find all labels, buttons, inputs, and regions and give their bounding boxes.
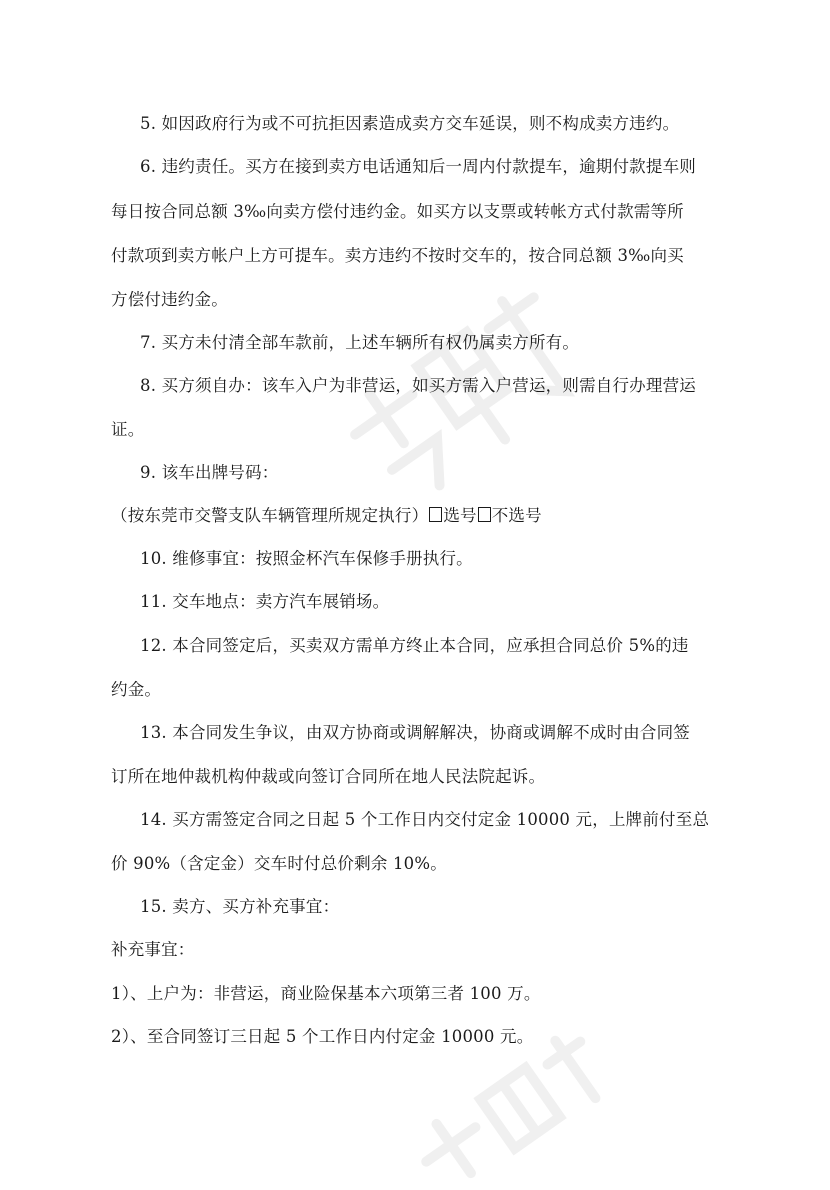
clause-6: 6. 违约责任。买方在接到卖方电话通知后一周内付款提车，逾期付款提车则	[140, 157, 696, 176]
clause-14-cont: 价 90%（含定金）交车时付总价剩余 10%。	[111, 854, 447, 873]
clause-7: 7. 买方未付清全部车款前，上述车辆所有权仍属卖方所有。	[140, 333, 580, 352]
clause-8: 8. 买方须自办：该车入户为非营运，如买方需入户营运，则需自行办理营运	[140, 376, 696, 395]
clause-5: 5. 如因政府行为或不可抗拒因素造成卖方交车延误，则不构成卖方违约。	[140, 114, 680, 133]
watermark-stamp-icon	[380, 1030, 620, 1190]
clause-14: 14. 买方需签定合同之日起 5 个工作日内交付定金 10000 元，上牌前付至总	[140, 810, 710, 829]
clause-13-cont: 订所在地仲裁机构仲裁或向签订合同所在地人民法院起诉。	[111, 767, 546, 786]
clause-8-cont: 证。	[111, 420, 145, 439]
clause-9: 9. 该车出牌号码：	[140, 463, 279, 482]
supplement-item-1: 1）、上户为：非营运，商业险保基本六项第三者 100 万。	[111, 984, 541, 1003]
select-number-label: 选号	[443, 506, 477, 525]
select-number-checkbox[interactable]	[429, 507, 442, 522]
no-select-number-label: 不选号	[491, 506, 542, 525]
plate-rule-text: （按东莞市交警支队车辆管理所规定执行）	[111, 506, 429, 525]
clause-15: 15. 卖方、买方补充事宜：	[140, 897, 340, 916]
plate-rule-line	[111, 506, 542, 526]
clause-11: 11. 交车地点：卖方汽车展销场。	[140, 592, 390, 611]
clause-13: 13. 本合同发生争议，由双方协商或调解解决，协商或调解不成时由合同签	[140, 723, 690, 742]
clause-12-cont: 约金。	[111, 680, 162, 699]
supplement-item-2: 2）、至合同签订三日起 5 个工作日内付定金 10000 元。	[111, 1027, 534, 1046]
clause-6-cont: 方偿付违约金。	[111, 290, 228, 309]
clause-6-cont: 每日按合同总额 3‰向卖方偿付违约金。如买方以支票或转帐方式付款需等所	[111, 202, 684, 221]
clause-6-cont: 付款项到卖方帐户上方可提车。卖方违约不按时交车的，按合同总额 3‰向买	[111, 246, 684, 265]
clause-10: 10. 维修事宜：按照金杯汽车保修手册执行。	[140, 549, 473, 568]
clause-12: 12. 本合同签定后，买卖双方需单方终止本合同，应承担合同总价 5%的违	[140, 636, 689, 655]
supplement-heading: 补充事宜：	[111, 940, 195, 959]
no-select-number-checkbox[interactable]	[478, 507, 491, 522]
